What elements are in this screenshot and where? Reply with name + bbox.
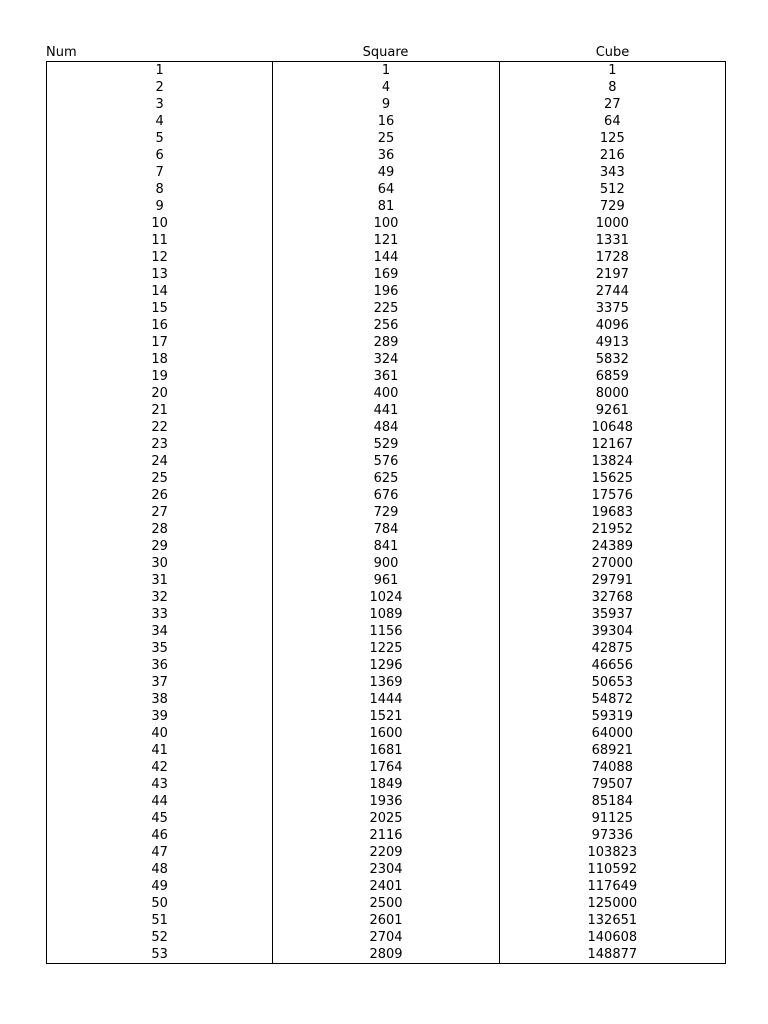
cell-num: 40	[47, 725, 273, 742]
cell-square: 484	[273, 419, 499, 436]
table-row	[47, 572, 726, 589]
cell-square: 196	[273, 283, 499, 300]
table-row	[47, 623, 726, 640]
cell-num: 11	[47, 232, 273, 249]
cell-cube: 729	[499, 198, 725, 215]
cell-num: 18	[47, 351, 273, 368]
cell-num: 8	[47, 181, 273, 198]
cell-square: 1444	[273, 691, 499, 708]
cell-num: 16	[47, 317, 273, 334]
cell-square: 2209	[273, 844, 499, 861]
cell-cube: 6859	[499, 368, 725, 385]
cell-square: 4	[273, 79, 499, 96]
cell-square: 2500	[273, 895, 499, 912]
cell-square: 1225	[273, 640, 499, 657]
cell-cube: 97336	[499, 827, 725, 844]
table-row	[47, 164, 726, 181]
cell-cube: 2744	[499, 283, 725, 300]
cell-square: 1156	[273, 623, 499, 640]
cell-cube: 4096	[499, 317, 725, 334]
cell-cube: 46656	[499, 657, 725, 674]
table-row	[47, 929, 726, 946]
cell-cube: 32768	[499, 589, 725, 606]
cell-square: 1296	[273, 657, 499, 674]
cell-cube: 59319	[499, 708, 725, 725]
table-row	[47, 198, 726, 215]
cell-cube: 148877	[499, 946, 725, 964]
cell-num: 4	[47, 113, 273, 130]
cell-cube: 125000	[499, 895, 725, 912]
table-row	[47, 385, 726, 402]
cell-num: 6	[47, 147, 273, 164]
cell-square: 225	[273, 300, 499, 317]
table-row	[47, 419, 726, 436]
cell-square: 2601	[273, 912, 499, 929]
cell-cube: 4913	[499, 334, 725, 351]
cell-square: 2704	[273, 929, 499, 946]
table-row	[47, 232, 726, 249]
cell-cube: 343	[499, 164, 725, 181]
table-row	[47, 589, 726, 606]
cell-cube: 103823	[499, 844, 725, 861]
cell-square: 961	[273, 572, 499, 589]
cell-num: 21	[47, 402, 273, 419]
cell-cube: 54872	[499, 691, 725, 708]
table-row	[47, 283, 726, 300]
cell-num: 39	[47, 708, 273, 725]
cell-cube: 27	[499, 96, 725, 113]
cell-cube: 3375	[499, 300, 725, 317]
cell-cube: 8000	[499, 385, 725, 402]
cell-cube: 12167	[499, 436, 725, 453]
cell-cube: 64	[499, 113, 725, 130]
cell-cube: 1000	[499, 215, 725, 232]
table-row	[47, 895, 726, 912]
table-row	[47, 334, 726, 351]
cell-cube: 110592	[499, 861, 725, 878]
cell-square: 144	[273, 249, 499, 266]
cell-square: 2116	[273, 827, 499, 844]
table-row	[47, 113, 726, 130]
table-row	[47, 351, 726, 368]
cell-num: 34	[47, 623, 273, 640]
table-row	[47, 606, 726, 623]
table-row	[47, 861, 726, 878]
cell-num: 10	[47, 215, 273, 232]
cell-square: 2401	[273, 878, 499, 895]
column-header-cube: Cube	[595, 45, 630, 60]
table-row	[47, 793, 726, 810]
cell-num: 52	[47, 929, 273, 946]
table-row	[47, 521, 726, 538]
cell-num: 35	[47, 640, 273, 657]
cell-cube: 1331	[499, 232, 725, 249]
cell-cube: 64000	[499, 725, 725, 742]
cell-cube: 10648	[499, 419, 725, 436]
table-row	[47, 827, 726, 844]
cell-num: 51	[47, 912, 273, 929]
cell-cube: 117649	[499, 878, 725, 895]
cell-cube: 21952	[499, 521, 725, 538]
cell-square: 900	[273, 555, 499, 572]
cell-cube: 15625	[499, 470, 725, 487]
cell-square: 81	[273, 198, 499, 215]
cell-cube: 42875	[499, 640, 725, 657]
cell-square: 841	[273, 538, 499, 555]
cell-square: 289	[273, 334, 499, 351]
cell-square: 100	[273, 215, 499, 232]
cell-num: 33	[47, 606, 273, 623]
cell-num: 5	[47, 130, 273, 147]
cell-square: 1849	[273, 776, 499, 793]
cell-square: 729	[273, 504, 499, 521]
cell-num: 19	[47, 368, 273, 385]
table-row	[47, 674, 726, 691]
table-row	[47, 810, 726, 827]
cell-cube: 2197	[499, 266, 725, 283]
cell-num: 28	[47, 521, 273, 538]
table-body	[47, 62, 726, 964]
cell-square: 441	[273, 402, 499, 419]
cell-square: 256	[273, 317, 499, 334]
cell-num: 38	[47, 691, 273, 708]
cell-num: 3	[47, 96, 273, 113]
cell-cube: 1	[499, 62, 725, 80]
table-row	[47, 742, 726, 759]
cell-num: 29	[47, 538, 273, 555]
cell-num: 1	[47, 62, 273, 80]
cell-num: 46	[47, 827, 273, 844]
table-row	[47, 725, 726, 742]
cell-square: 1369	[273, 674, 499, 691]
cell-num: 49	[47, 878, 273, 895]
table-row	[47, 249, 726, 266]
table-row	[47, 215, 726, 232]
table-row	[47, 759, 726, 776]
table-row	[47, 657, 726, 674]
cell-num: 15	[47, 300, 273, 317]
cell-cube: 68921	[499, 742, 725, 759]
cell-square: 676	[273, 487, 499, 504]
cell-square: 361	[273, 368, 499, 385]
cell-square: 1681	[273, 742, 499, 759]
table-row	[47, 96, 726, 113]
column-header-num: Num	[46, 45, 77, 60]
cell-num: 25	[47, 470, 273, 487]
cell-square: 576	[273, 453, 499, 470]
cell-square: 49	[273, 164, 499, 181]
cell-num: 32	[47, 589, 273, 606]
cell-square: 16	[273, 113, 499, 130]
table-row	[47, 300, 726, 317]
cell-num: 9	[47, 198, 273, 215]
cell-num: 42	[47, 759, 273, 776]
cell-square: 400	[273, 385, 499, 402]
cell-num: 41	[47, 742, 273, 759]
cell-cube: 35937	[499, 606, 725, 623]
cell-cube: 74088	[499, 759, 725, 776]
cell-square: 36	[273, 147, 499, 164]
cell-square: 1089	[273, 606, 499, 623]
cell-cube: 91125	[499, 810, 725, 827]
cell-num: 27	[47, 504, 273, 521]
cell-cube: 8	[499, 79, 725, 96]
cell-cube: 5832	[499, 351, 725, 368]
cell-num: 48	[47, 861, 273, 878]
table-row	[47, 946, 726, 964]
table-row	[47, 181, 726, 198]
cell-cube: 39304	[499, 623, 725, 640]
table-row	[47, 776, 726, 793]
powers-table	[46, 61, 726, 964]
cell-square: 1936	[273, 793, 499, 810]
table-row	[47, 62, 726, 80]
cell-num: 31	[47, 572, 273, 589]
table-row	[47, 402, 726, 419]
cell-cube: 9261	[499, 402, 725, 419]
cell-square: 625	[273, 470, 499, 487]
cell-num: 36	[47, 657, 273, 674]
cell-cube: 24389	[499, 538, 725, 555]
table-row	[47, 878, 726, 895]
cell-num: 17	[47, 334, 273, 351]
cell-cube: 1728	[499, 249, 725, 266]
table-row	[47, 504, 726, 521]
table-row	[47, 470, 726, 487]
cell-square: 2809	[273, 946, 499, 964]
cell-square: 324	[273, 351, 499, 368]
cell-num: 45	[47, 810, 273, 827]
cell-num: 23	[47, 436, 273, 453]
cell-num: 26	[47, 487, 273, 504]
cell-square: 1600	[273, 725, 499, 742]
cell-cube: 79507	[499, 776, 725, 793]
cell-square: 169	[273, 266, 499, 283]
table-row	[47, 555, 726, 572]
cell-num: 22	[47, 419, 273, 436]
cell-num: 14	[47, 283, 273, 300]
cell-square: 1764	[273, 759, 499, 776]
cell-square: 25	[273, 130, 499, 147]
cell-cube: 13824	[499, 453, 725, 470]
cell-square: 1	[273, 62, 499, 80]
cell-cube: 85184	[499, 793, 725, 810]
table-row	[47, 640, 726, 657]
cell-num: 50	[47, 895, 273, 912]
table-row	[47, 538, 726, 555]
table-row	[47, 130, 726, 147]
cell-num: 53	[47, 946, 273, 964]
cell-cube: 512	[499, 181, 725, 198]
cell-square: 1024	[273, 589, 499, 606]
table-row	[47, 487, 726, 504]
table-row	[47, 147, 726, 164]
cell-num: 37	[47, 674, 273, 691]
cell-num: 7	[47, 164, 273, 181]
cell-cube: 19683	[499, 504, 725, 521]
table-row	[47, 912, 726, 929]
cell-num: 30	[47, 555, 273, 572]
cell-num: 13	[47, 266, 273, 283]
table-row	[47, 368, 726, 385]
cell-square: 2025	[273, 810, 499, 827]
table-row	[47, 79, 726, 96]
table-row	[47, 844, 726, 861]
cell-cube: 140608	[499, 929, 725, 946]
cell-cube: 29791	[499, 572, 725, 589]
table-row	[47, 453, 726, 470]
table-row	[47, 708, 726, 725]
table-header-row	[46, 44, 726, 61]
cell-cube: 216	[499, 147, 725, 164]
cell-cube: 27000	[499, 555, 725, 572]
cell-num: 47	[47, 844, 273, 861]
cell-square: 529	[273, 436, 499, 453]
cell-num: 24	[47, 453, 273, 470]
cell-num: 12	[47, 249, 273, 266]
cell-num: 43	[47, 776, 273, 793]
table-row	[47, 691, 726, 708]
table-row	[47, 317, 726, 334]
cell-cube: 125	[499, 130, 725, 147]
cell-cube: 132651	[499, 912, 725, 929]
cell-num: 2	[47, 79, 273, 96]
cell-square: 9	[273, 96, 499, 113]
cell-num: 20	[47, 385, 273, 402]
cell-square: 1521	[273, 708, 499, 725]
column-header-square: Square	[362, 45, 409, 60]
table-row	[47, 436, 726, 453]
cell-square: 784	[273, 521, 499, 538]
cell-cube: 17576	[499, 487, 725, 504]
cell-square: 121	[273, 232, 499, 249]
table-row	[47, 266, 726, 283]
cell-square: 64	[273, 181, 499, 198]
cell-cube: 50653	[499, 674, 725, 691]
cell-square: 2304	[273, 861, 499, 878]
cell-num: 44	[47, 793, 273, 810]
